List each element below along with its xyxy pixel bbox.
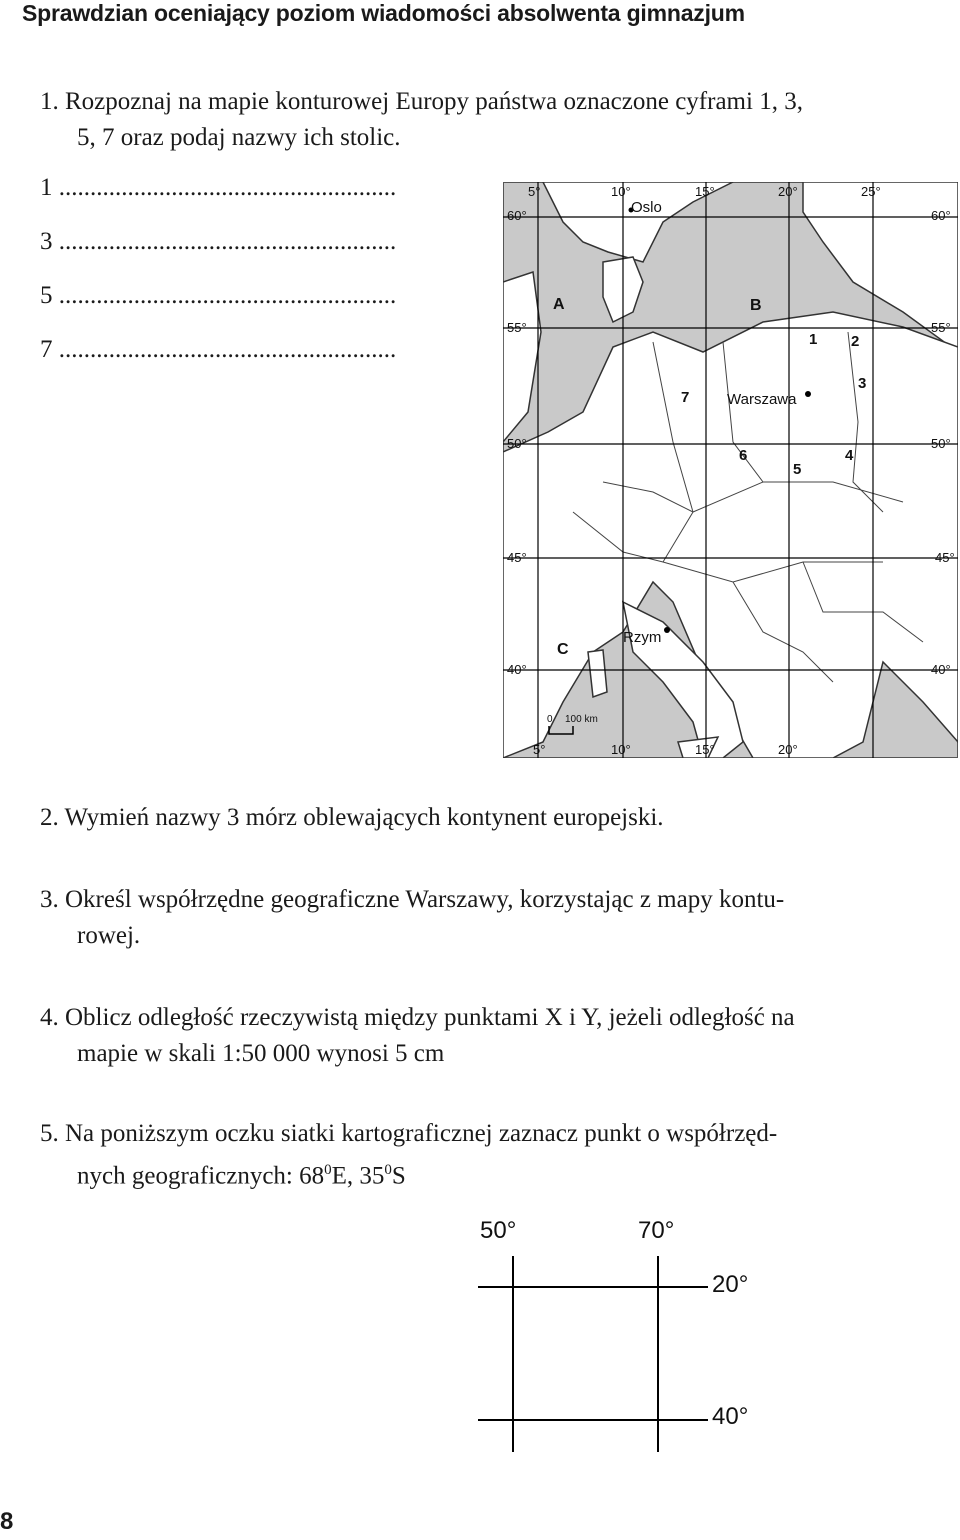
question-3 — [40, 882, 784, 954]
question-4-line-2: mapie w skali 1:50 000 wynosi 5 cm — [77, 1040, 445, 1067]
lon-label-5-bottom: 5° — [533, 742, 546, 757]
question-5-line-2 — [40, 1152, 777, 1194]
lon-label-25-top: 25° — [861, 184, 881, 199]
lat-label-50-right: 50° — [931, 436, 951, 451]
lon-label-20-top: 20° — [778, 184, 798, 199]
lat-label-60-right: 60° — [931, 208, 951, 223]
city-oslo: Oslo — [631, 199, 662, 216]
q5-text-c: S — [391, 1162, 406, 1190]
lat-label-55-right: 55° — [931, 320, 951, 335]
grid-lat-40: 40° — [712, 1403, 749, 1430]
sea-label-b: B — [750, 297, 762, 314]
question-3-line-2: rowej. — [77, 922, 141, 949]
graticule-cell[interactable] — [478, 1212, 778, 1462]
page-header: Sprawdzian oceniający poziom wiadomości absolwenta gimnazjum — [22, 0, 745, 26]
question-5-line-1: 5. Na poniższym oczku siatki kartograficznej zaznacz punkt o współrzęd- — [40, 1120, 778, 1147]
lat-label-40-left: 40° — [507, 662, 527, 677]
q5-text-b: E, 35 — [331, 1162, 385, 1190]
country-number-5: 5 — [793, 461, 802, 478]
country-number-1: 1 — [809, 331, 818, 348]
lat-label-50-left: 50° — [507, 436, 527, 451]
question-3-line-1: 3. Określ współrzędne geograficzne Warszawy, korzystając z mapy kontu- — [40, 886, 785, 913]
city-warszawa: Warszawa — [727, 391, 797, 408]
sea-label-c: C — [557, 641, 569, 658]
lon-label-15-bottom: 15° — [695, 742, 715, 757]
page-number: 8 — [0, 1508, 14, 1535]
lon-label-10-bottom: 10° — [611, 742, 631, 757]
lon-label-5-top: 5° — [528, 184, 541, 199]
grid-lat-20: 20° — [712, 1271, 749, 1298]
lon-label-20-bottom: 20° — [778, 742, 798, 757]
question-1-line-2: 5, 7 oraz podaj nazwy ich stolic. — [77, 124, 401, 151]
city-rzym: Rzym — [623, 629, 662, 646]
lat-label-55-left: 55° — [507, 320, 527, 335]
country-number-4: 4 — [845, 447, 854, 464]
question-1 — [40, 84, 803, 156]
lon-label-15-top: 15° — [695, 184, 715, 199]
question-5 — [40, 1116, 777, 1194]
grid-lon-50: 50° — [480, 1217, 517, 1244]
answer-line-1[interactable]: 1 ...................................................... — [40, 174, 397, 201]
answer-line-7[interactable]: 7 ...................................................... — [40, 336, 397, 363]
scale-100km: 100 km — [565, 714, 598, 725]
answer-line-3[interactable]: 3 ...................................................... — [40, 228, 397, 255]
lon-label-10-top: 10° — [611, 184, 631, 199]
grid-lon-70: 70° — [638, 1217, 675, 1244]
lat-label-45-left: 45° — [507, 550, 527, 565]
lat-label-40-right: 40° — [931, 662, 951, 677]
country-number-3: 3 — [858, 375, 867, 392]
answer-line-5[interactable]: 5 ...................................................... — [40, 282, 397, 309]
europe-contour-map — [503, 182, 958, 758]
q5-degree-2: 0 — [384, 1162, 392, 1178]
country-number-2: 2 — [851, 333, 860, 350]
q5-degree-1: 0 — [324, 1162, 332, 1178]
question-4 — [40, 1000, 795, 1072]
country-number-7: 7 — [681, 389, 690, 406]
warszawa-marker — [805, 391, 811, 397]
rzym-marker — [664, 627, 670, 633]
country-number-6: 6 — [739, 447, 748, 464]
question-2: 2. Wymień nazwy 3 mórz oblewających kontynent europejski. — [40, 804, 664, 831]
question-4-line-1: 4. Oblicz odległość rzeczywistą między punktami X i Y, jeżeli odległość na — [40, 1004, 795, 1031]
q5-text-a: nych geograficznych: 68 — [77, 1162, 325, 1190]
lat-label-60-left: 60° — [507, 208, 527, 223]
answer-lines — [40, 170, 396, 386]
question-1-line-1: 1. Rozpoznaj na mapie konturowej Europy państwa oznaczone cyframi 1, 3, — [40, 88, 803, 115]
scale-zero: 0 — [547, 714, 553, 725]
lat-label-45-right: 45° — [935, 550, 955, 565]
sea-label-a: A — [553, 296, 565, 313]
